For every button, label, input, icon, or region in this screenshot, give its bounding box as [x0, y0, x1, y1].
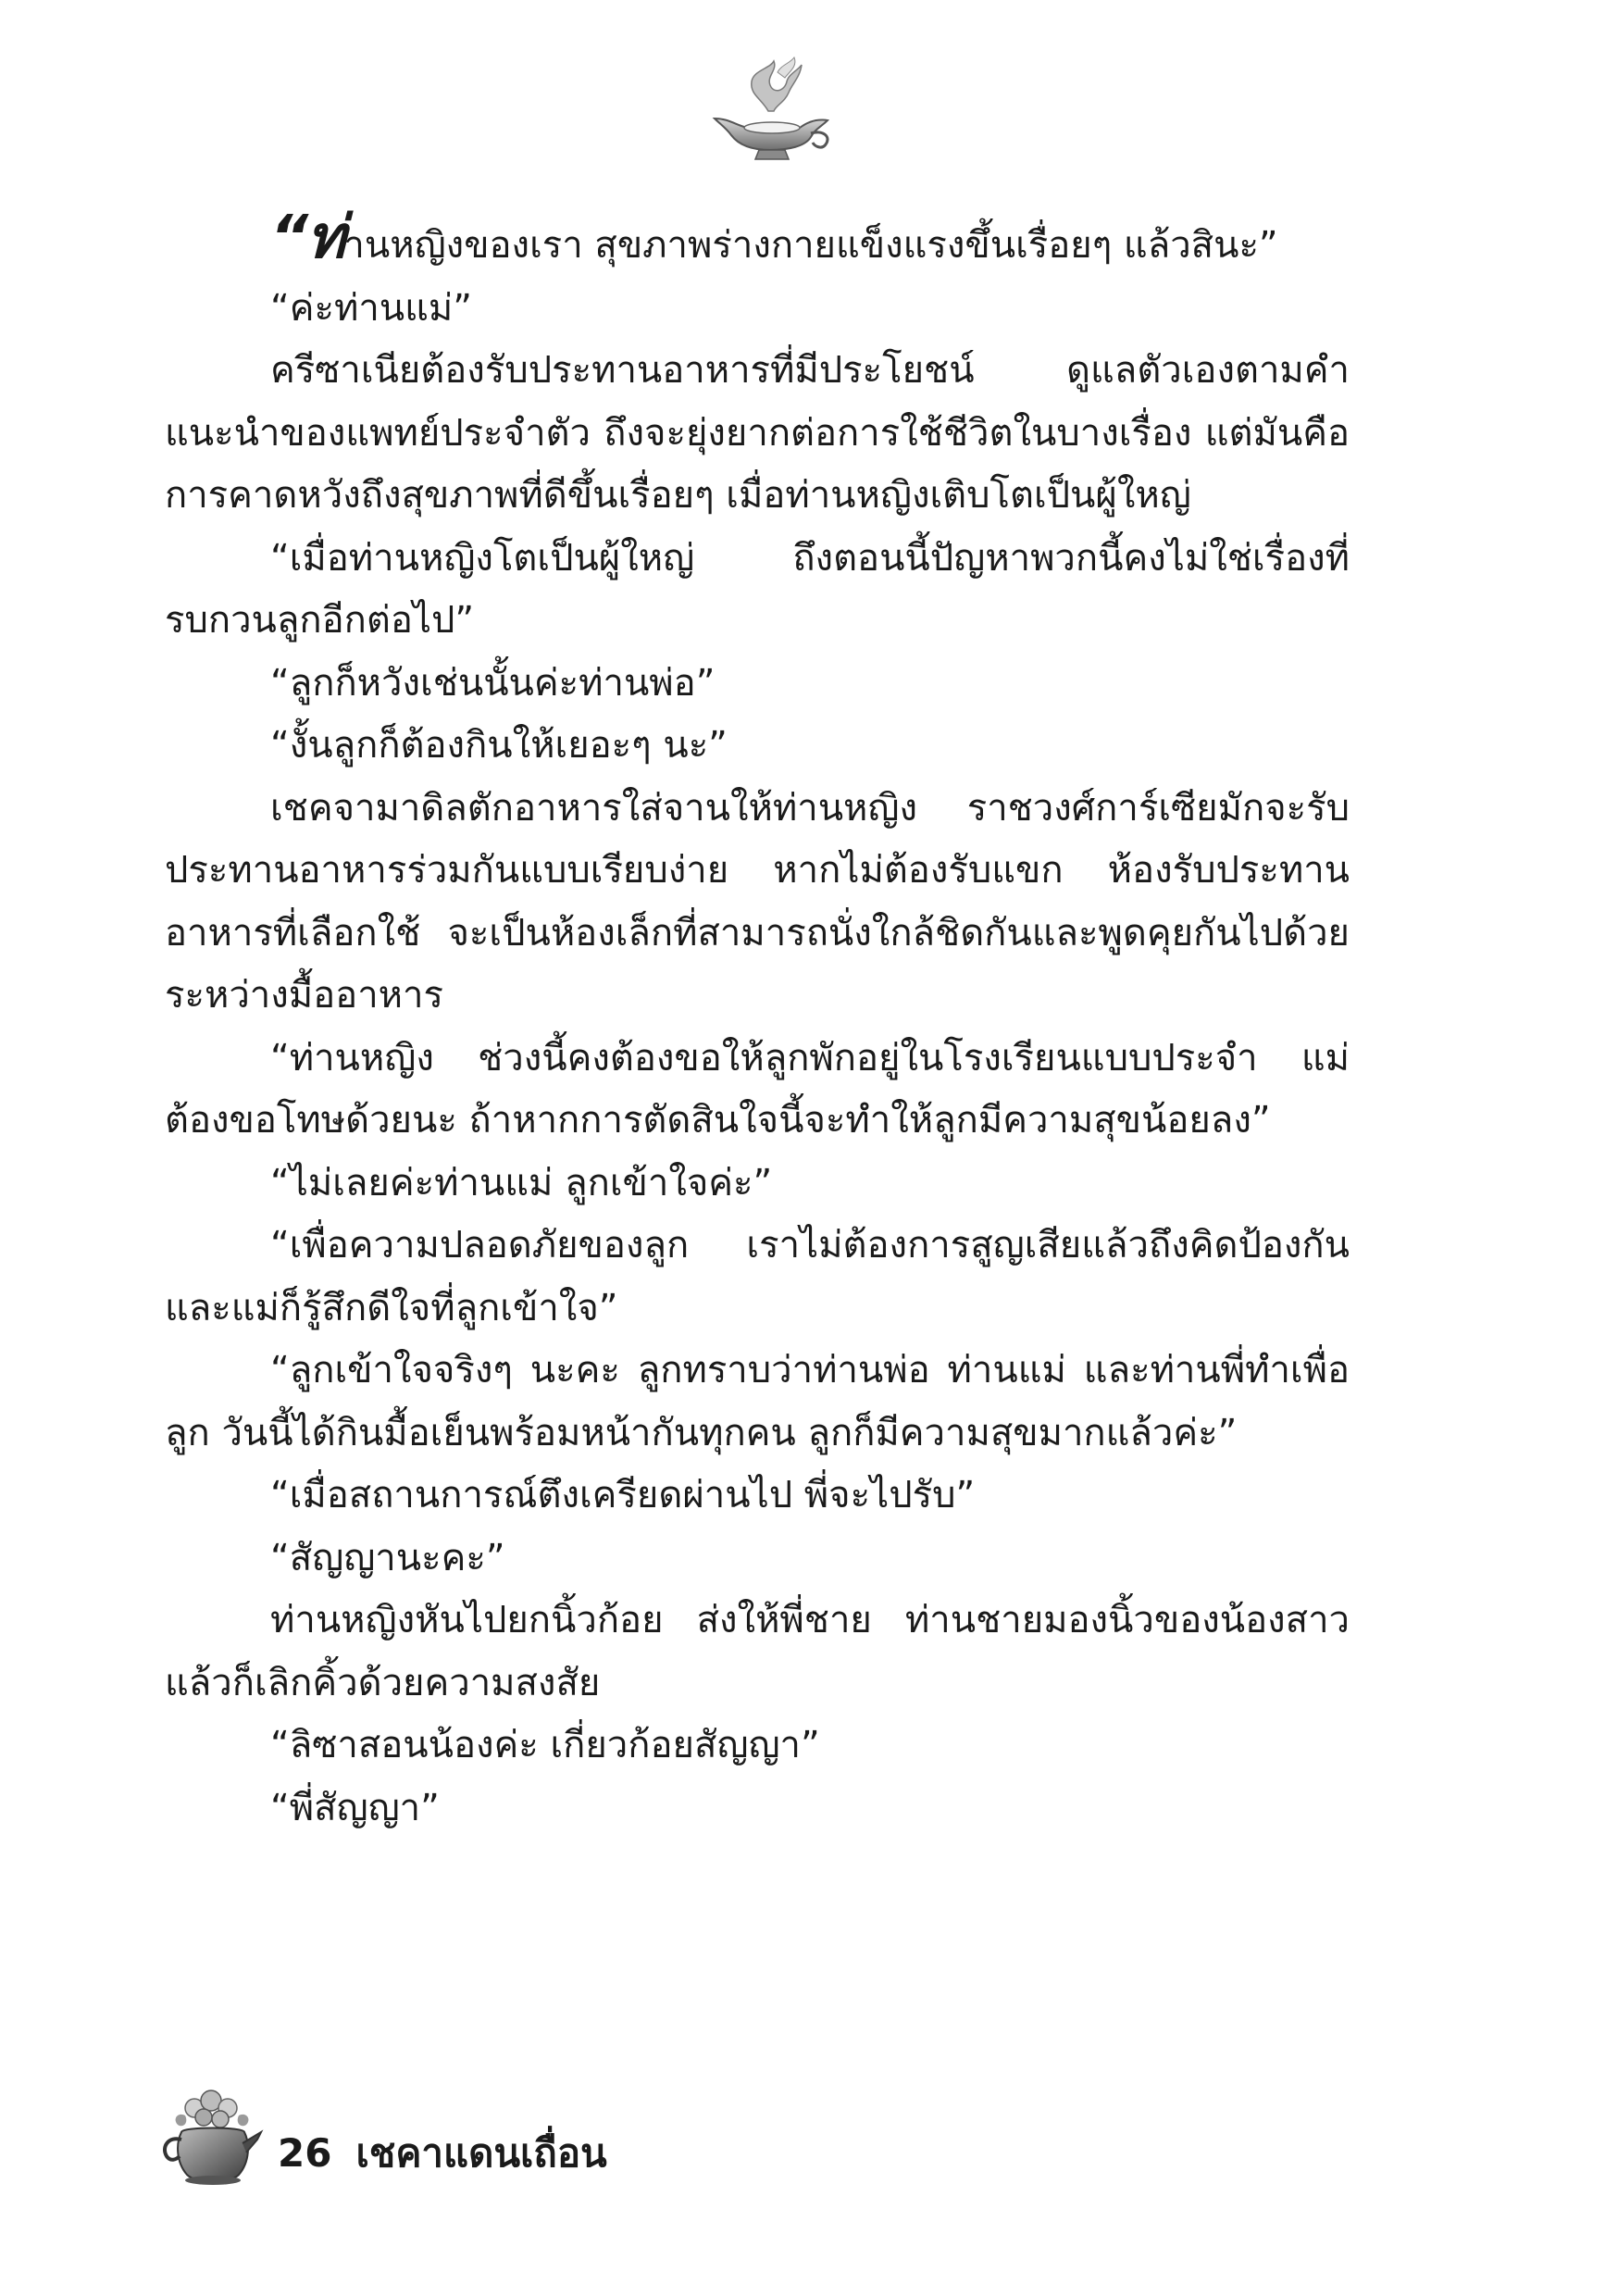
paragraph: “ลูกก็หวังเช่นนั้นค่ะท่านพ่อ”: [270, 661, 716, 705]
page-number: 26: [278, 2130, 332, 2176]
opening-paragraph: [165, 204, 1350, 278]
paragraph: “สัญญานะคะ”: [270, 1536, 505, 1579]
paragraph: ครีซาเนียต้องรับประทานอาหารที่มีประโยชน์ ดูแลตัวเองตามคำแนะนำของแพทย์ประจำตัว ถึงจะยุ่งยากต่อการใช้ชีวิตในบางเรื่อง แต่มันคือการคาดหวังถึงสุขภาพที่ดีขึ้นเรื่อยๆ เมื่อท่านหญิงเติบโตเป็นผู้ใหญ่: [165, 349, 1350, 517]
book-title: เชคาแดนเถื่อน: [355, 2130, 607, 2176]
flower-teapot-icon: [157, 2088, 268, 2190]
paragraph: “เมื่อสถานการณ์ตึงเครียดผ่านไป พี่จะไปรับ”: [270, 1474, 976, 1516]
paragraph: “ลิซาสอนน้องค่ะ เกี่ยวก้อยสัญญา”: [270, 1724, 820, 1766]
opening-initial: “ท่: [270, 204, 344, 272]
paragraph: “งั้นลูกก็ต้องกินให้เยอะๆ นะ”: [270, 724, 728, 767]
paragraph: “เมื่อท่านหญิงโตเป็นผู้ใหญ่ ถึงตอนนี้ปัญหาพวกนี้คงไม่ใช่เรื่องที่รบกวนลูกอีกต่อไป”: [165, 536, 1350, 642]
paragraph: เชคจามาดิลตักอาหารใส่จานให้ท่านหญิง ราชวงศ์การ์เซียมักจะรับประทานอาหารร่วมกันแบบเรียบง่าย หากไม่ต้องรับแขก ห้องรับประทานอาหารที่เลือกใช้ จะเป็นห้องเล็กที่สามารถนั่งใกล้ชิดกันและพูดคุยกันไปด้วยระหว่างมื้ออาหาร: [165, 786, 1350, 1017]
opening-text: านหญิงของเรา สุขภาพร่างกายแข็งแรงขึ้นเรื่อยๆ แล้วสินะ”: [343, 224, 1278, 267]
footer-text: [278, 2130, 607, 2177]
paragraph: “เพื่อความปลอดภัยของลูก เราไม่ต้องการสูญเสียแล้วถึงคิดป้องกันและแม่ก็รู้สึกดีใจที่ลูกเข้าใจ”: [165, 1224, 1350, 1329]
paragraph: “ไม่เลยค่ะท่านแม่ ลูกเข้าใจค่ะ”: [270, 1161, 773, 1204]
paragraph: “ท่านหญิง ช่วงนี้คงต้องขอให้ลูกพักอยู่ในโรงเรียนแบบประจำ แม่ต้องขอโทษด้วยนะ ถ้าหากการตัดสินใจนี้จะทำให้ลูกมีความสุขน้อยลง”: [165, 1036, 1350, 1142]
body-text: [165, 204, 1350, 1840]
paragraph: “ลูกเข้าใจจริงๆ นะคะ ลูกทราบว่าท่านพ่อ ท่านแม่ และท่านพี่ทำเพื่อลูก วันนี้ได้กินมื้อเย็นพร้อมหน้ากันทุกคน ลูกก็มีความสุขมากแล้วค่ะ”: [165, 1349, 1350, 1454]
paragraph: “ค่ะท่านแม่”: [270, 286, 473, 330]
page-footer: [157, 2088, 713, 2199]
magic-lamp-icon: [696, 54, 844, 165]
paragraph: ท่านหญิงหันไปยกนิ้วก้อย ส่งให้พี่ชาย ท่านชายมองนิ้วของน้องสาวแล้วก็เลิกคิ้วด้วยความสงสัย: [165, 1599, 1350, 1704]
paragraph: “พี่สัญญา”: [270, 1786, 440, 1829]
